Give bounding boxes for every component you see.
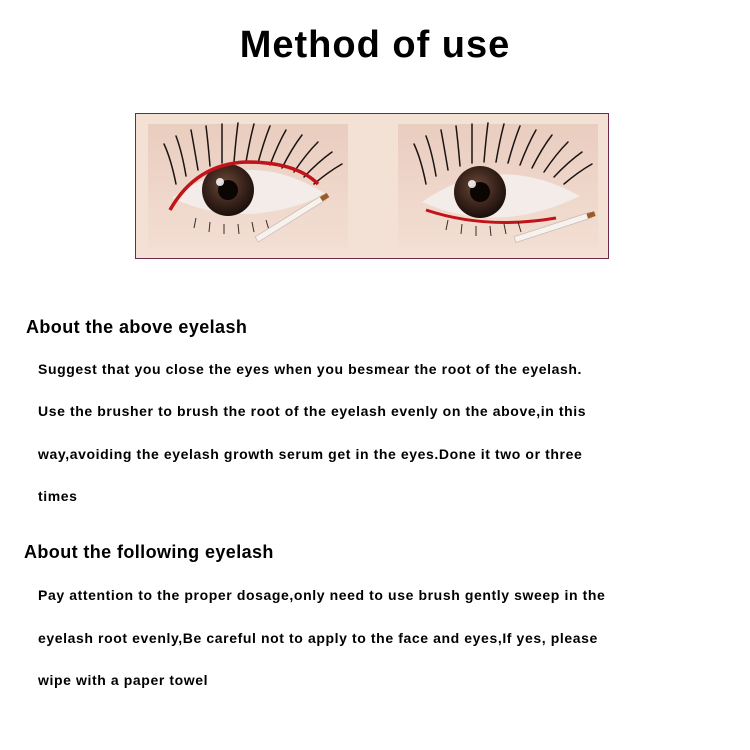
instruction-line: way,avoiding the eyelash growth serum get in the eyes.Done it two or three <box>38 446 583 462</box>
upper-lash-application-photo <box>148 123 348 248</box>
instruction-line: eyelash root evenly,Be careful not to apply to the face and eyes,If yes, please <box>38 630 598 646</box>
section-heading-above-eyelash: About the above eyelash <box>26 317 248 337</box>
eyelash-application-figure <box>135 113 609 259</box>
section-heading-following-eyelash: About the following eyelash <box>24 542 274 562</box>
lower-lash-application-photo <box>398 123 598 248</box>
instruction-line: Pay attention to the proper dosage,only need to use brush gently sweep in the <box>38 587 606 603</box>
instruction-line: wipe with a paper towel <box>38 672 209 688</box>
instruction-line: Use the brusher to brush the root of the eyelash evenly on the above,in this <box>38 403 587 419</box>
instruction-line: Suggest that you close the eyes when you besmear the root of the eyelash. <box>38 361 583 377</box>
instruction-line: times <box>38 488 78 504</box>
page-title: Method of use <box>239 24 511 66</box>
